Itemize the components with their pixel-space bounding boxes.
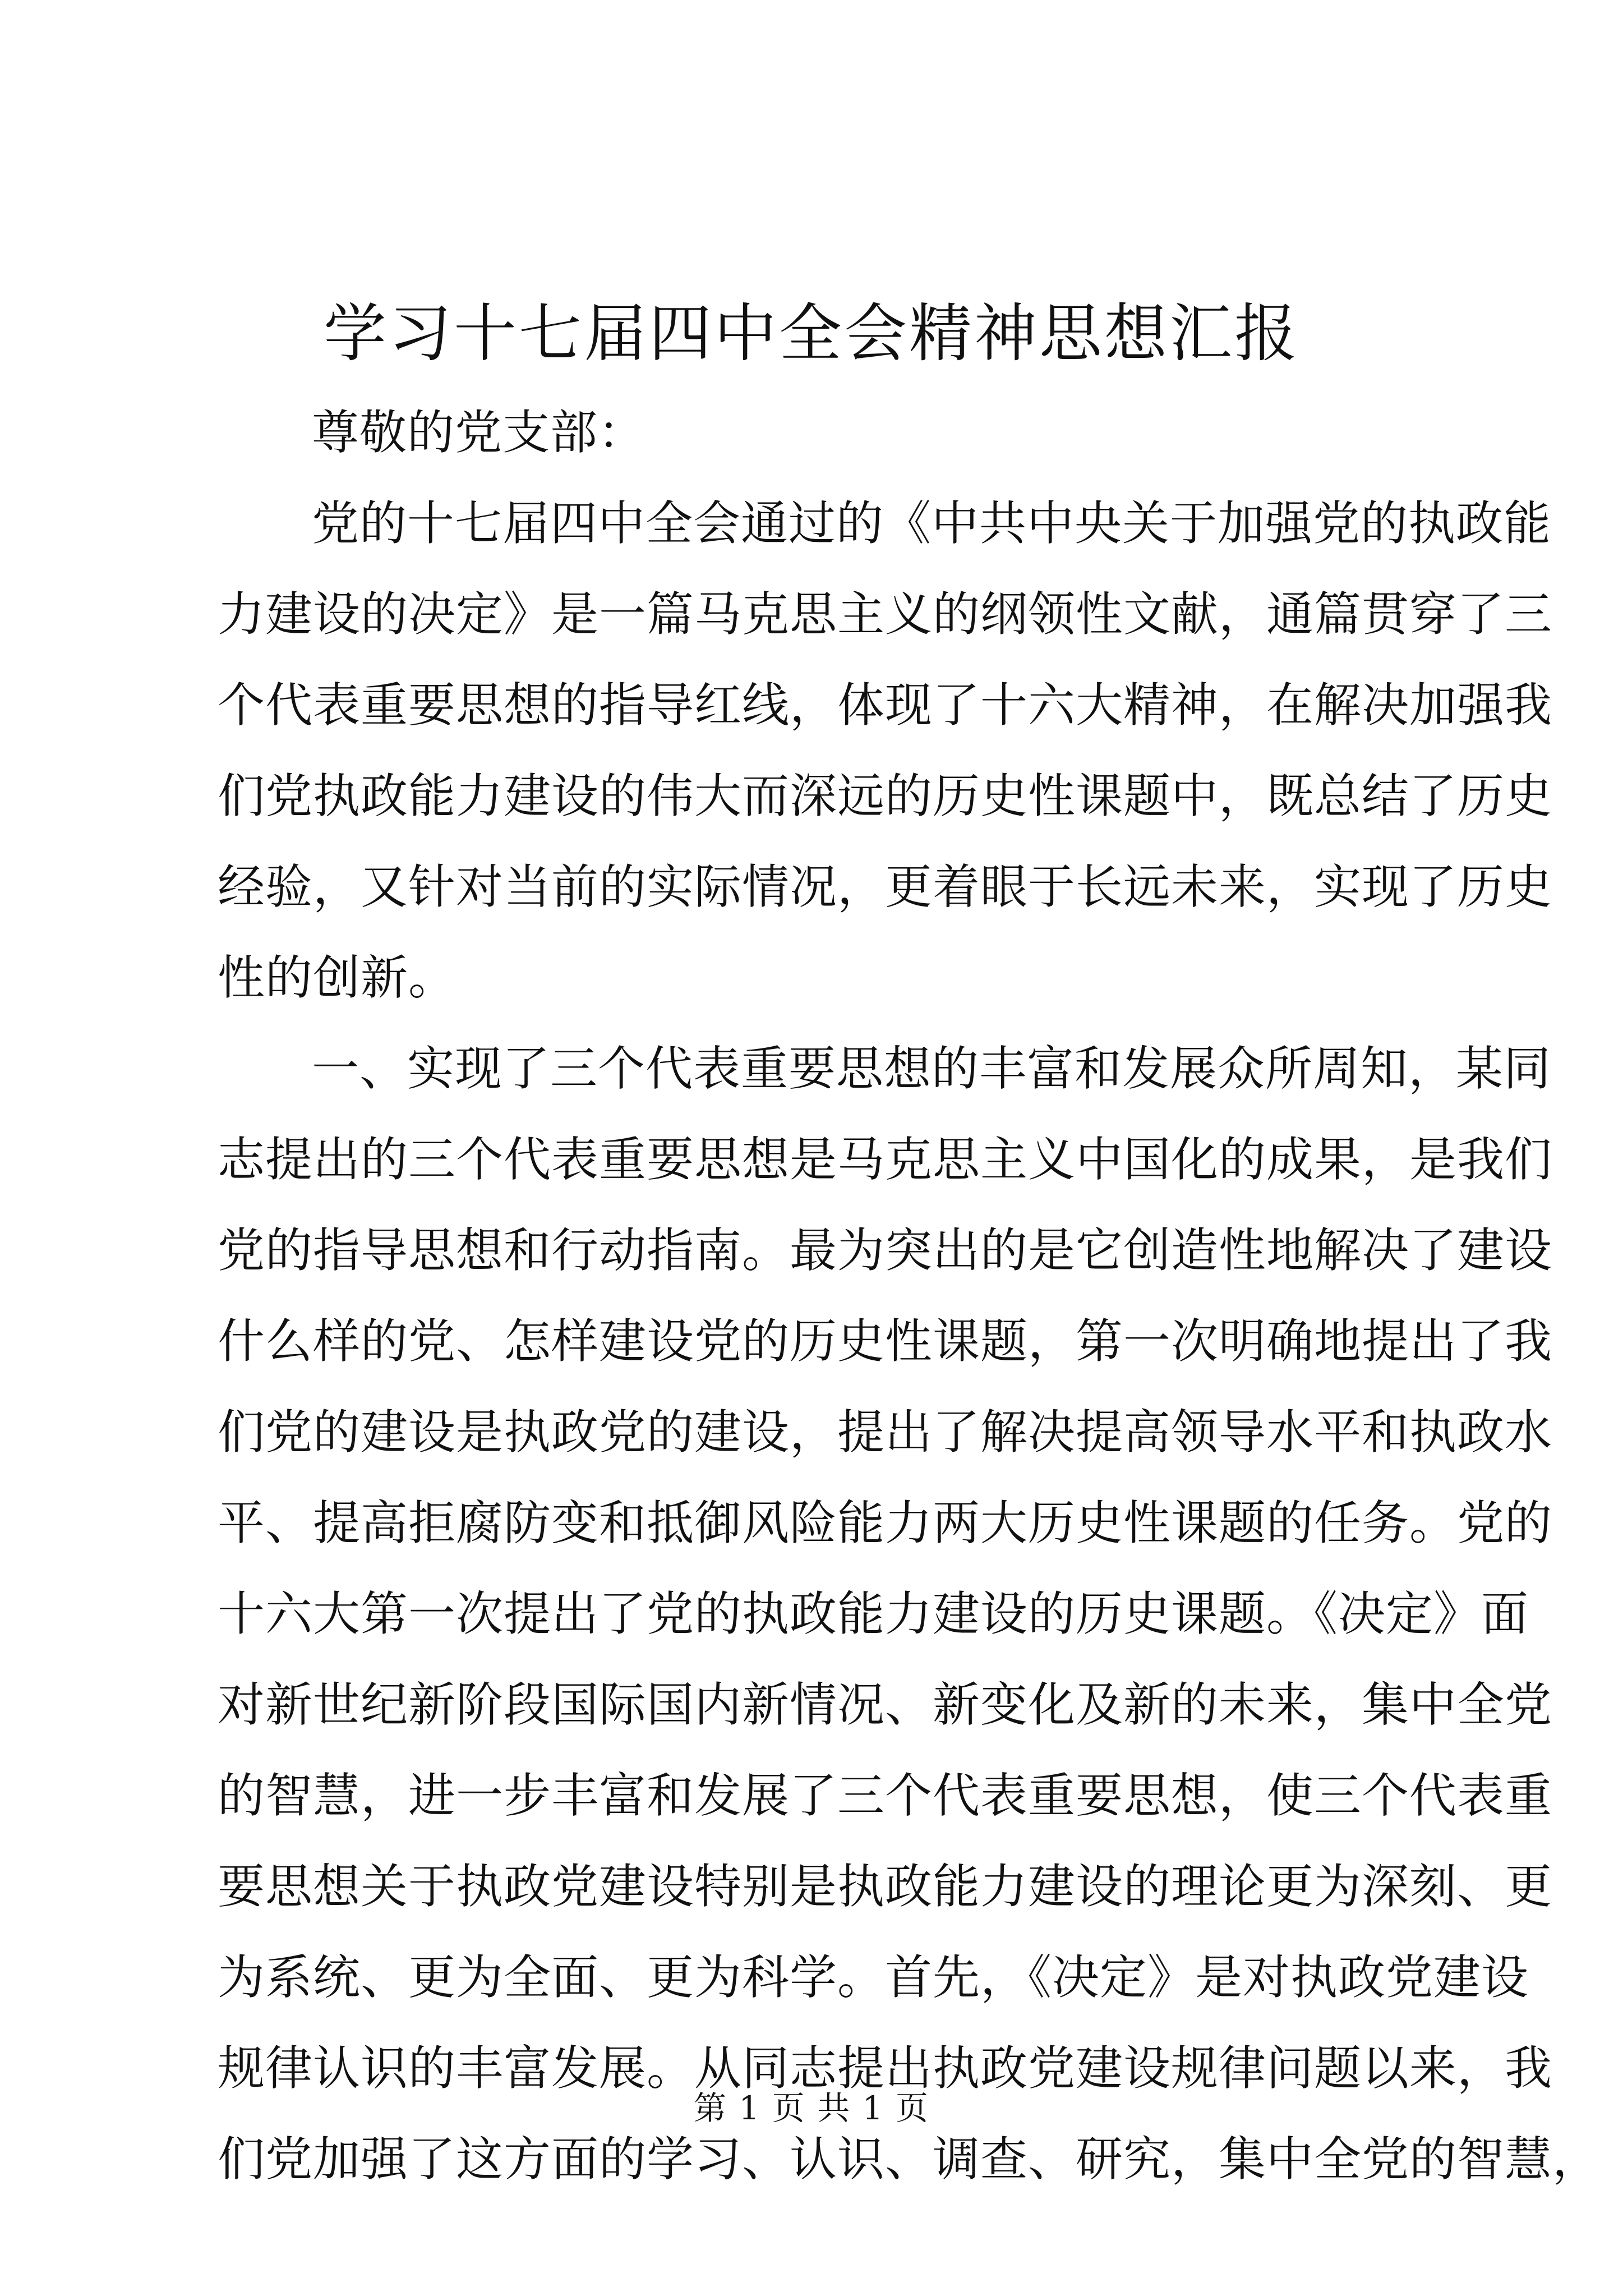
paragraph-2-line: 对新世纪新阶段国际国内新情况、新变化及新的未来，集中全党 [218, 1677, 1553, 1732]
paragraph-2-line: 要思想关于执政党建设特别是执政能力建设的理论更为深刻、更 [218, 1859, 1553, 1914]
paragraph-2-line: 平、提高拒腐防变和抵御风险能力两大历史性课题的任务。党的 [218, 1496, 1553, 1550]
page-footer: 第 1 页 共 1 页 [694, 2089, 929, 2127]
paragraph-2-line: 党的指导思想和行动指南。最为突出的是它创造性地解决了建设 [218, 1223, 1553, 1278]
paragraph-1-line: 党的十七届四中全会通过的《中共中央关于加强党的执政能 [312, 496, 1552, 551]
paragraph-2-line: 的智慧，进一步丰富和发展了三个代表重要思想，使三个代表重 [218, 1768, 1553, 1823]
paragraph-1-line: 性的创新。 [218, 950, 457, 1005]
paragraph-1-line: 个代表重要思想的指导红线，体现了十六大精神，在解决加强我 [218, 678, 1553, 733]
document-body [218, 387, 1601, 2205]
paragraph-1-line: 力建设的决定》是一篇马克思主义的纲领性文献，通篇贯穿了三 [218, 587, 1553, 642]
paragraph-2-line: 一、实现了三个代表重要思想的丰富和发展众所周知，某同 [312, 1041, 1552, 1096]
paragraph-2-line: 们党加强了这方面的学习、认识、调查、研究，集中全党的智慧， [218, 2132, 1601, 2187]
paragraph-2-line: 十六大第一次提出了党的执政能力建设的历史课题。《决定》面 [218, 1586, 1529, 1641]
document-title: 学习十七届四中全会精神思想汇报 [324, 297, 1299, 370]
paragraph-2-line: 为系统、更为全面、更为科学。首先，《决定》是对执政党建设 [218, 1950, 1529, 2005]
salutation: 尊敬的党支部： [312, 405, 646, 460]
paragraph-2-line: 志提出的三个代表重要思想是马克思主义中国化的成果，是我们 [218, 1132, 1553, 1187]
paragraph-1-line: 们党执政能力建设的伟大而深远的历史性课题中，既总结了历史 [218, 769, 1553, 823]
paragraph-2-line: 规律认识的丰富发展。从同志提出执政党建设规律问题以来，我 [218, 2041, 1553, 2096]
paragraph-2-line: 什么样的党、怎样建设党的历史性课题，第一次明确地提出了我 [218, 1314, 1553, 1369]
paragraph-1-line: 经验，又针对当前的实际情况，更着眼于长远未来，实现了历史 [218, 859, 1553, 914]
paragraph-2-line: 们党的建设是执政党的建设，提出了解决提高领导水平和执政水 [218, 1405, 1553, 1460]
